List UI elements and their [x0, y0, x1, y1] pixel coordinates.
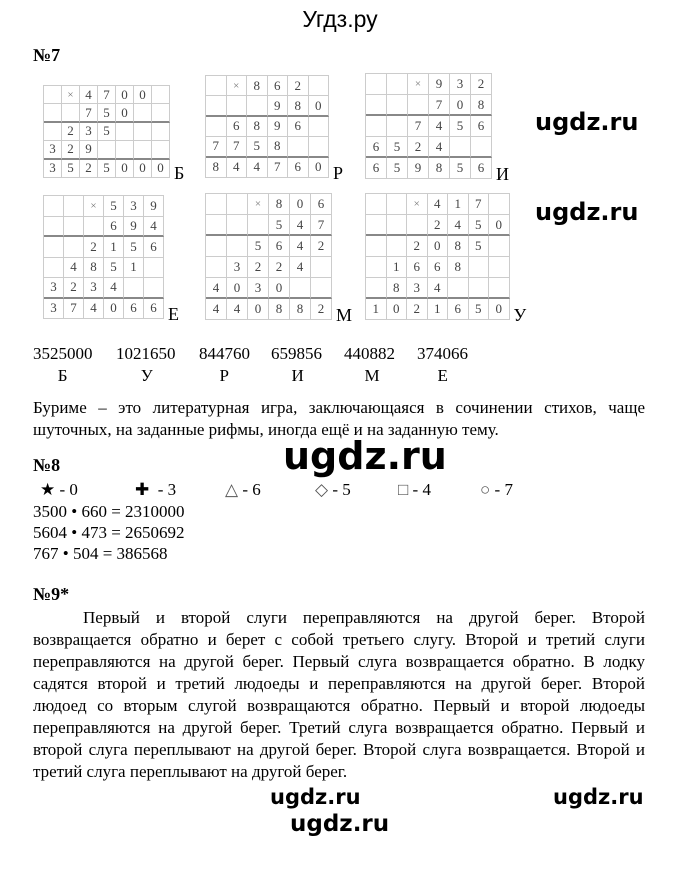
grid-cell — [206, 257, 227, 278]
grid-cell — [116, 141, 134, 159]
grid-cell: 4 — [104, 278, 124, 299]
grid-cell: 3 — [44, 299, 64, 320]
grid-cell: 2 — [471, 74, 492, 95]
grid-cell: 5 — [469, 236, 490, 257]
grid-cell: 8 — [290, 299, 311, 320]
grid-cell — [387, 116, 408, 137]
grid-cell: 8 — [471, 95, 492, 116]
multiplication-grid — [43, 195, 164, 319]
grid-cell — [366, 215, 387, 236]
grid-cell: 4 — [429, 116, 450, 137]
grid-cell — [98, 141, 116, 159]
grid-cell: 4 — [227, 158, 248, 178]
grid-cell: 2 — [62, 141, 80, 159]
grid-cell — [134, 104, 152, 122]
grid-cell: 2 — [407, 299, 428, 320]
grid-cell: 1 — [366, 299, 387, 320]
symbol-number: - 7 — [490, 480, 513, 499]
grid-cell: 8 — [84, 258, 104, 279]
grid-letter: Б — [174, 163, 185, 183]
grid-cell: 3 — [227, 257, 248, 278]
answer-number: 3525000 — [33, 344, 93, 363]
grid-cell: 5 — [248, 236, 269, 257]
grid-cell: 8 — [429, 158, 450, 179]
grid-cell: 4 — [144, 217, 164, 238]
grid-cell: 4 — [448, 215, 469, 236]
grid-cell — [152, 141, 170, 159]
grid-cell: 4 — [227, 299, 248, 320]
grid-cell: 2 — [428, 215, 449, 236]
grid-cell: 6 — [104, 217, 124, 238]
grid-cell: 3 — [124, 196, 144, 217]
grid-cell — [44, 86, 62, 104]
grid-cell: 6 — [448, 299, 469, 320]
grid-cell — [44, 123, 62, 141]
grid-cell: 2 — [311, 236, 332, 257]
grid-letter: Е — [168, 304, 179, 324]
grid-cell: 8 — [269, 194, 290, 215]
grid-cell: 7 — [227, 137, 248, 157]
grid-cell: 9 — [80, 141, 98, 159]
grid-cell — [206, 215, 227, 236]
grid-cell: 3 — [80, 123, 98, 141]
symbol-value — [315, 480, 351, 500]
answer-letter: И — [291, 366, 304, 385]
grid-cell: 2 — [248, 257, 269, 278]
grid-cell: 4 — [64, 258, 84, 279]
grid-cell: 9 — [268, 117, 289, 137]
square-icon: □ — [398, 480, 409, 499]
grid-cell: 1 — [124, 258, 144, 279]
grid-cell: 3 — [248, 278, 269, 299]
grid-cell — [227, 96, 248, 116]
grid-cell — [489, 257, 510, 278]
grid-cell: 6 — [407, 257, 428, 278]
grid-cell: 7 — [98, 86, 116, 104]
multiply-sign: × — [62, 86, 80, 104]
multiplication-grid — [365, 193, 510, 320]
grid-cell: 5 — [98, 123, 116, 141]
grid-cell — [206, 96, 227, 116]
answer-number: 844760 — [199, 344, 250, 363]
task7-heading: №7 — [33, 45, 61, 65]
grid-cell — [448, 278, 469, 299]
grid-cell: 7 — [64, 299, 84, 320]
answer-number: 659856 — [271, 344, 322, 363]
grid-cell: 4 — [84, 299, 104, 320]
grid-cell — [134, 123, 152, 141]
answer-number: 440882 — [344, 344, 395, 363]
diamond-icon: ◇ — [315, 480, 329, 499]
grid-cell: 6 — [428, 257, 449, 278]
grid-cell — [309, 76, 330, 96]
answer-letter: Е — [437, 366, 448, 385]
grid-cell: 2 — [269, 257, 290, 278]
grid-cell: 4 — [428, 278, 449, 299]
grid-cell: 0 — [428, 236, 449, 257]
grid-cell — [489, 194, 510, 215]
grid-cell — [206, 236, 227, 257]
grid-cell — [387, 74, 408, 95]
grid-cell: 0 — [116, 86, 134, 104]
grid-cell: 1 — [448, 194, 469, 215]
grid-cell: 8 — [247, 117, 268, 137]
grid-cell: 5 — [387, 137, 408, 158]
grid-cell: 0 — [134, 86, 152, 104]
grid-cell: 1 — [104, 237, 124, 258]
grid-cell: 7 — [408, 116, 429, 137]
grid-cell: 0 — [309, 96, 330, 116]
grid-cell: 4 — [206, 299, 227, 320]
grid-cell: 3 — [84, 278, 104, 299]
grid-cell: 0 — [134, 160, 152, 178]
grid-cell — [64, 196, 84, 217]
grid-cell — [489, 278, 510, 299]
grid-cell: 9 — [429, 74, 450, 95]
grid-cell: 7 — [268, 158, 289, 178]
grid-cell: 5 — [104, 258, 124, 279]
grid-cell — [407, 215, 428, 236]
multiply-sign: × — [407, 194, 428, 215]
grid-cell — [247, 96, 268, 116]
grid-cell — [311, 278, 332, 299]
grid-cell: 4 — [428, 194, 449, 215]
grid-cell: 0 — [104, 299, 124, 320]
grid-cell: 9 — [408, 158, 429, 179]
multiplication-grid — [205, 75, 329, 178]
grid-cell — [366, 236, 387, 257]
grid-cell — [124, 278, 144, 299]
grid-cell: 1 — [387, 257, 408, 278]
symbol-number: - 4 — [408, 480, 431, 499]
grid-cell — [44, 237, 64, 258]
multiply-sign: × — [84, 196, 104, 217]
answer-letter: У — [140, 366, 153, 385]
grid-cell: 2 — [288, 76, 309, 96]
grid-cell: 2 — [64, 278, 84, 299]
grid-cell: 7 — [206, 137, 227, 157]
grid-cell — [44, 196, 64, 217]
symbol-number: - 0 — [55, 480, 78, 499]
grid-cell: 6 — [471, 116, 492, 137]
grid-cell: 6 — [366, 137, 387, 158]
grid-cell: 0 — [248, 299, 269, 320]
grid-cell — [469, 278, 490, 299]
answer-number: 374066 — [417, 344, 468, 363]
grid-cell — [84, 217, 104, 238]
grid-cell: 2 — [407, 236, 428, 257]
grid-cell — [44, 104, 62, 122]
answer-number: 1021650 — [116, 344, 176, 363]
grid-cell — [366, 95, 387, 116]
watermark: ugdz.ru — [553, 785, 644, 809]
grid-cell: 7 — [429, 95, 450, 116]
grid-cell: 8 — [247, 76, 268, 96]
grid-cell: 6 — [144, 299, 164, 320]
grid-cell: 8 — [268, 137, 289, 157]
answer-letter: Р — [219, 366, 229, 385]
grid-letter: Р — [333, 163, 344, 183]
grid-cell: 7 — [311, 215, 332, 236]
grid-cell: 0 — [489, 215, 510, 236]
grid-cell — [134, 141, 152, 159]
grid-cell — [288, 137, 309, 157]
grid-cell — [152, 86, 170, 104]
multiplication-grid — [205, 193, 332, 320]
grid-cell — [227, 215, 248, 236]
grid-cell — [44, 258, 64, 279]
symbol-value — [135, 480, 176, 500]
grid-cell — [387, 236, 408, 257]
grid-cell: 4 — [80, 86, 98, 104]
symbol-value — [40, 480, 78, 500]
multiply-sign: × — [248, 194, 269, 215]
grid-cell: 0 — [116, 104, 134, 122]
grid-cell — [64, 217, 84, 238]
grid-cell: 8 — [448, 236, 469, 257]
grid-cell: 6 — [288, 158, 309, 178]
grid-cell — [387, 95, 408, 116]
grid-cell — [471, 137, 492, 158]
grid-cell — [227, 236, 248, 257]
symbol-value — [225, 480, 261, 500]
grid-cell: 5 — [104, 196, 124, 217]
grid-cell: 6 — [366, 158, 387, 179]
answer-letter: Б — [57, 366, 68, 385]
grid-cell: 5 — [98, 104, 116, 122]
grid-cell — [366, 278, 387, 299]
grid-cell — [152, 123, 170, 141]
grid-cell: 6 — [288, 117, 309, 137]
triangle-icon: △ — [225, 480, 239, 499]
symbol-number: - 5 — [328, 480, 351, 499]
grid-cell — [144, 258, 164, 279]
grid-cell: 2 — [62, 123, 80, 141]
grid-cell: 1 — [428, 299, 449, 320]
grid-cell: 4 — [290, 215, 311, 236]
symbol-value — [480, 480, 513, 500]
grid-cell: 5 — [62, 160, 80, 178]
grid-cell — [290, 278, 311, 299]
grid-cell: 6 — [124, 299, 144, 320]
grid-cell: 0 — [450, 95, 471, 116]
grid-cell — [206, 194, 227, 215]
watermark: ugdz.ru — [283, 434, 447, 478]
grid-cell: 5 — [450, 158, 471, 179]
grid-cell: 2 — [408, 137, 429, 158]
grid-cell: 4 — [290, 257, 311, 278]
grid-cell: 7 — [80, 104, 98, 122]
grid-cell: 8 — [387, 278, 408, 299]
grid-cell — [227, 194, 248, 215]
multiplication-grid — [365, 73, 492, 179]
grid-cell — [366, 257, 387, 278]
grid-letter: У — [513, 305, 527, 325]
grid-cell — [64, 237, 84, 258]
grid-cell: 6 — [269, 236, 290, 257]
star-icon: ★ — [40, 480, 56, 499]
grid-cell — [62, 104, 80, 122]
grid-letter: И — [496, 164, 509, 184]
grid-cell: 5 — [269, 215, 290, 236]
watermark: ugdz.ru — [535, 108, 639, 136]
grid-cell: 8 — [288, 96, 309, 116]
grid-cell: 5 — [387, 158, 408, 179]
grid-cell — [489, 236, 510, 257]
grid-cell: 9 — [124, 217, 144, 238]
circle-icon: ○ — [480, 480, 491, 499]
grid-cell — [366, 194, 387, 215]
grid-cell — [206, 117, 227, 137]
grid-cell: 3 — [407, 278, 428, 299]
grid-cell: 8 — [269, 299, 290, 320]
grid-cell: 9 — [144, 196, 164, 217]
grid-cell — [366, 116, 387, 137]
grid-cell: 4 — [429, 137, 450, 158]
grid-cell — [309, 117, 330, 137]
equation: 5604 • 473 = 2650692 — [33, 523, 185, 542]
grid-cell — [309, 137, 330, 157]
task9-text: Первый и второй слуги переправляются на другой берег. Второй возвращается обратно и берет с собой третьего слугу. Второй и третий слуги переправляются на другой берег. Первый слуга возвращается обратно. В лодку садятся второй и третий людоеды и переправляются на другой берег. Второй людоед со вторым слугой возвращаются обратно. Первый и второй людоеды переправляются на другой берег. Третий слуга возвращается обратно. Первый и второй слуга переплывают на другой берег. Второй слуга возвращается. Второй и третий слуга переплывают на другой берег. — [33, 608, 645, 781]
grid-cell: 6 — [311, 194, 332, 215]
grid-cell: 2 — [80, 160, 98, 178]
multiply-sign: × — [408, 74, 429, 95]
grid-cell: 3 — [44, 141, 62, 159]
grid-cell: 5 — [450, 116, 471, 137]
grid-cell: 2 — [84, 237, 104, 258]
symbol-number: - 6 — [238, 480, 261, 499]
grid-cell: 5 — [469, 299, 490, 320]
grid-cell — [116, 123, 134, 141]
cross-icon: ✚ — [135, 480, 150, 499]
task9-heading: №9* — [33, 584, 70, 604]
grid-cell: 8 — [448, 257, 469, 278]
grid-cell: 0 — [489, 299, 510, 320]
grid-cell: 3 — [44, 278, 64, 299]
symbol-value — [398, 480, 431, 500]
grid-cell: 5 — [98, 160, 116, 178]
grid-cell — [366, 74, 387, 95]
equation: 767 • 504 = 386568 — [33, 544, 168, 563]
grid-cell: 9 — [268, 96, 289, 116]
watermark: ugdz.ru — [290, 811, 390, 837]
equation: 3500 • 660 = 2310000 — [33, 502, 185, 521]
multiplication-grid — [43, 85, 170, 178]
grid-cell: 0 — [152, 160, 170, 178]
grid-cell — [152, 104, 170, 122]
answer-letter: М — [364, 366, 380, 385]
grid-cell — [144, 278, 164, 299]
grid-cell: 3 — [450, 74, 471, 95]
grid-cell: 6 — [268, 76, 289, 96]
watermark: ugdz.ru — [535, 198, 639, 226]
grid-cell — [206, 76, 227, 96]
grid-cell: 6 — [227, 117, 248, 137]
grid-cell: 5 — [469, 215, 490, 236]
symbol-number: - 3 — [149, 480, 177, 499]
grid-cell: 0 — [227, 278, 248, 299]
grid-cell — [44, 217, 64, 238]
grid-cell: 5 — [124, 237, 144, 258]
grid-cell: 7 — [469, 194, 490, 215]
grid-cell: 8 — [206, 158, 227, 178]
grid-cell: 0 — [290, 194, 311, 215]
grid-letter: М — [336, 305, 353, 325]
grid-cell: 4 — [290, 236, 311, 257]
grid-cell: 0 — [309, 158, 330, 178]
grid-cell: 6 — [144, 237, 164, 258]
grid-cell — [311, 257, 332, 278]
grid-cell — [469, 257, 490, 278]
grid-cell — [387, 215, 408, 236]
grid-cell — [450, 137, 471, 158]
task8-heading: №8 — [33, 455, 61, 475]
grid-cell: 4 — [247, 158, 268, 178]
grid-cell: 0 — [387, 299, 408, 320]
grid-cell: 0 — [116, 160, 134, 178]
grid-cell — [387, 194, 408, 215]
multiply-sign: × — [227, 76, 248, 96]
grid-cell — [248, 215, 269, 236]
definition-text: Буриме – это литературная игра, заключающаяся в сочинении стихов, чаще шуточных, на заданные рифмы, иногда ещё и на заданную тему. — [33, 398, 645, 439]
grid-cell: 6 — [471, 158, 492, 179]
grid-cell: 2 — [311, 299, 332, 320]
grid-cell: 4 — [206, 278, 227, 299]
grid-cell: 5 — [247, 137, 268, 157]
watermark: ugdz.ru — [270, 785, 361, 809]
grid-cell: 0 — [269, 278, 290, 299]
grid-cell: 3 — [44, 160, 62, 178]
grid-cell — [408, 95, 429, 116]
site-title: Угдз.ру — [302, 6, 378, 32]
